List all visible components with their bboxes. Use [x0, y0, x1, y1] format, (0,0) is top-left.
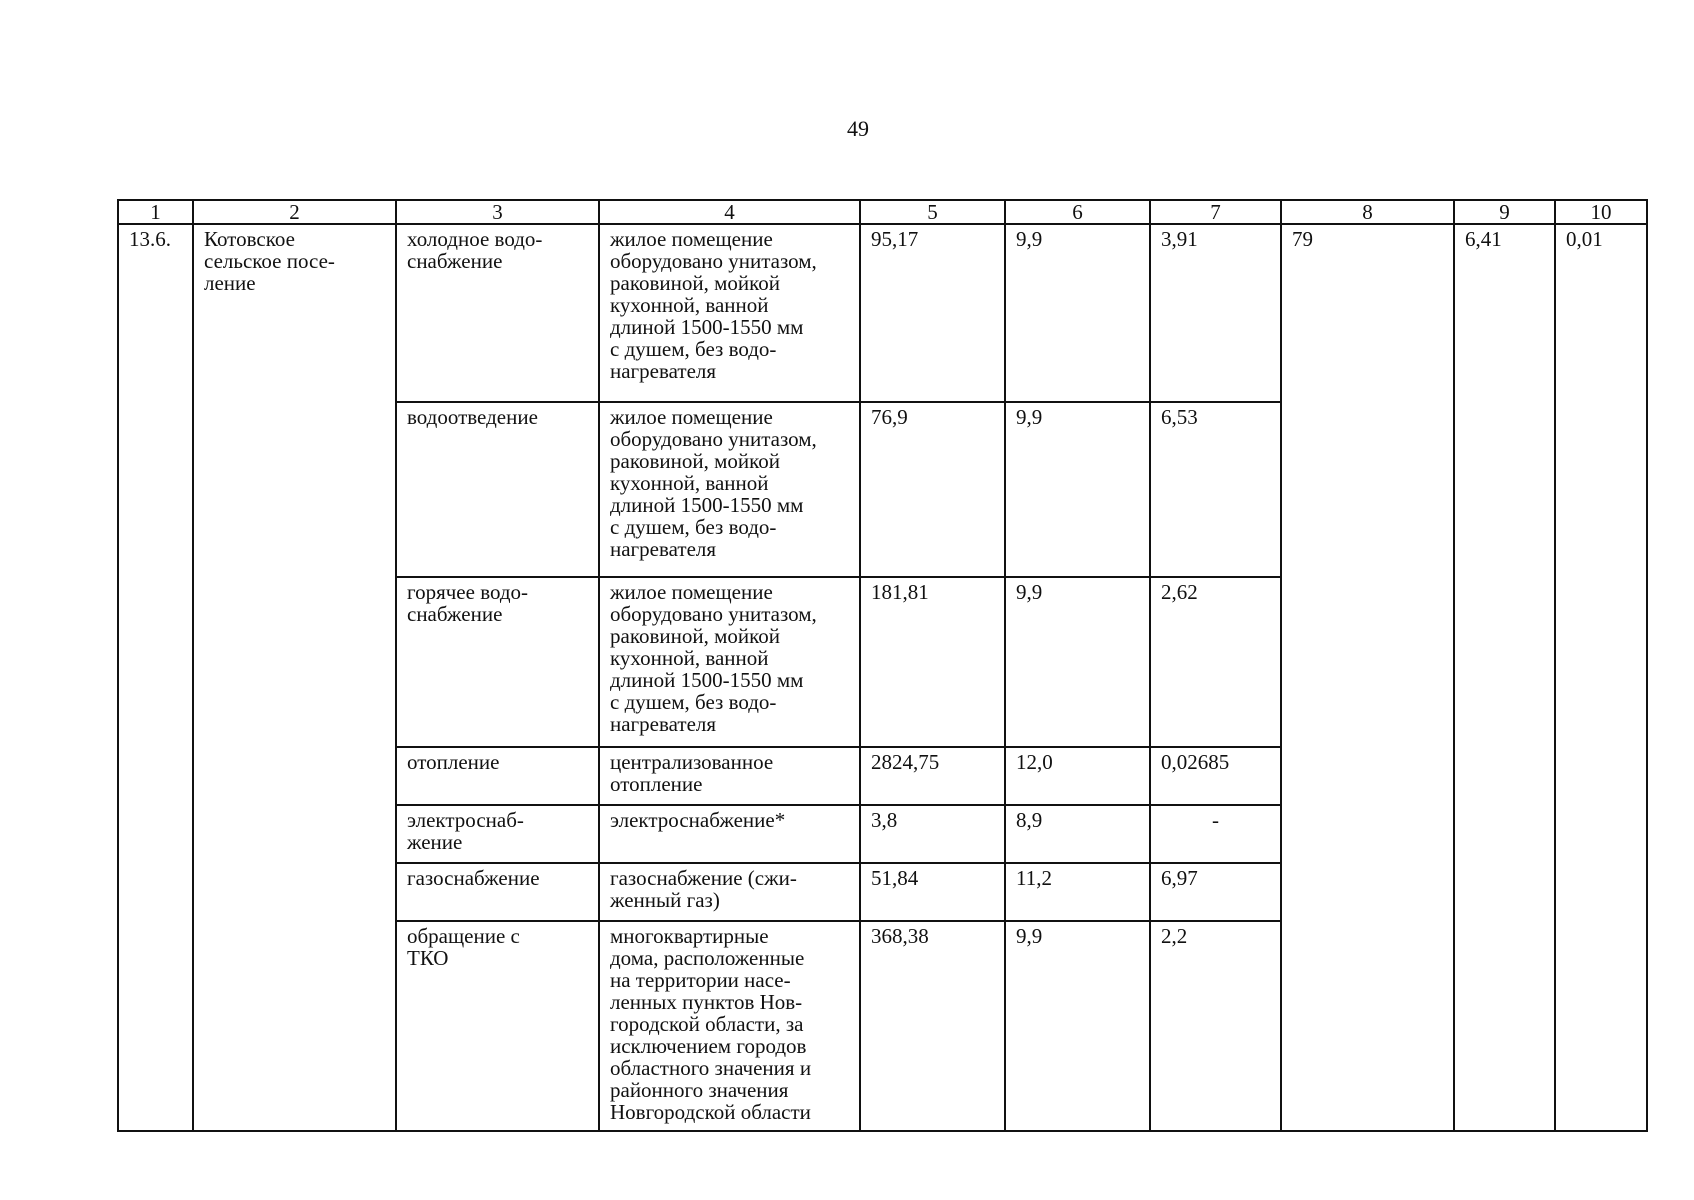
service-cell: отопление [396, 747, 599, 805]
column-header: 6 [1005, 200, 1150, 224]
value-cell: 9,9 [1005, 577, 1150, 747]
value-cell: - [1150, 805, 1281, 863]
column-header: 2 [193, 200, 396, 224]
value-cell: 51,84 [860, 863, 1005, 921]
value-cell: 95,17 [860, 224, 1005, 402]
value-cell: 8,9 [1005, 805, 1150, 863]
service-cell: электроснаб- жение [396, 805, 599, 863]
column-header: 9 [1454, 200, 1555, 224]
column-header: 5 [860, 200, 1005, 224]
value-cell: 2,62 [1150, 577, 1281, 747]
description-cell: жилое помещение оборудовано унитазом, раковиной, мойкой кухонной, ванной длиной 1500-1550 мм с душем, без водо- нагревателя [599, 402, 860, 577]
description-cell: жилое помещение оборудовано унитазом, раковиной, мойкой кухонной, ванной длиной 1500-1550 мм с душем, без водо- нагревателя [599, 224, 860, 402]
value-cell: 3,91 [1150, 224, 1281, 402]
service-cell: водоотведение [396, 402, 599, 577]
column-header: 8 [1281, 200, 1454, 224]
value-cell: 2,2 [1150, 921, 1281, 1131]
description-cell: газоснабжение (сжи- женный газ) [599, 863, 860, 921]
column-header: 4 [599, 200, 860, 224]
col9-cell: 6,41 [1454, 224, 1555, 1131]
description-cell: электроснабжение* [599, 805, 860, 863]
description-cell: централизованное отопление [599, 747, 860, 805]
value-cell: 76,9 [860, 402, 1005, 577]
column-header: 10 [1555, 200, 1647, 224]
value-cell: 6,53 [1150, 402, 1281, 577]
page-number: 49 [847, 116, 869, 141]
value-cell: 2824,75 [860, 747, 1005, 805]
column-header: 7 [1150, 200, 1281, 224]
value-cell: 0,02685 [1150, 747, 1281, 805]
service-cell: горячее водо- снабжение [396, 577, 599, 747]
col8-cell: 79 [1281, 224, 1454, 1131]
value-cell: 368,38 [860, 921, 1005, 1131]
value-cell: 9,9 [1005, 921, 1150, 1131]
table-row [118, 224, 1647, 402]
column-header: 3 [396, 200, 599, 224]
value-cell: 181,81 [860, 577, 1005, 747]
tariff-table [117, 199, 1648, 1132]
value-cell: 3,8 [860, 805, 1005, 863]
value-cell: 6,97 [1150, 863, 1281, 921]
table-header-row [118, 200, 1647, 224]
service-cell: газоснабжение [396, 863, 599, 921]
value-cell: 9,9 [1005, 402, 1150, 577]
value-cell: 9,9 [1005, 224, 1150, 402]
entry-number-cell: 13.6. [118, 224, 193, 1131]
description-cell: многоквартирные дома, расположенные на территории насе- ленных пунктов Нов- городской области, за исключением городов областного значения и районного значения Новгородской области [599, 921, 860, 1131]
value-cell: 12,0 [1005, 747, 1150, 805]
settlement-cell: Котовское сельское посе- ление [193, 224, 396, 1131]
col10-cell: 0,01 [1555, 224, 1647, 1131]
value-cell: 11,2 [1005, 863, 1150, 921]
column-header: 1 [118, 200, 193, 224]
description-cell: жилое помещение оборудовано унитазом, раковиной, мойкой кухонной, ванной длиной 1500-1550 мм с душем, без водо- нагревателя [599, 577, 860, 747]
service-cell: обращение с ТКО [396, 921, 599, 1131]
service-cell: холодное водо- снабжение [396, 224, 599, 402]
